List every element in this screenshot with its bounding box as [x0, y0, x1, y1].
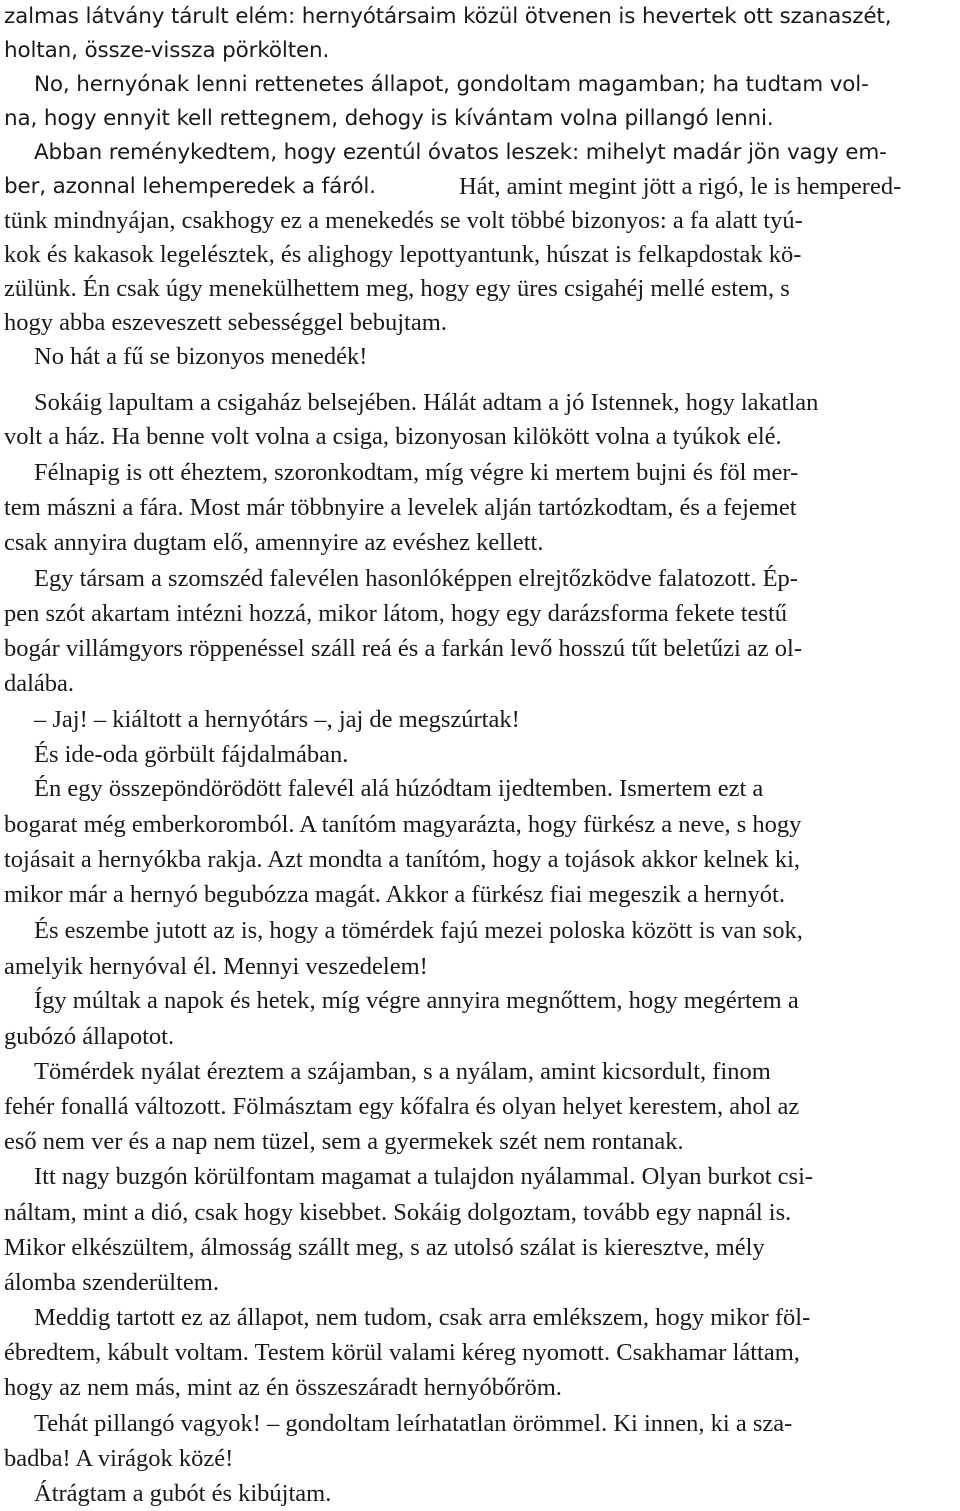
- text-line: – Jaj! – kiáltott a hernyótárs –, jaj de megszúrtak!: [34, 706, 520, 733]
- text-line: amelyik hernyóval él. Mennyi veszedelem!: [4, 953, 428, 980]
- text-line: Mikor elkészültem, álmosság szállt meg, s az utolsó szálat is kieresztve, mély: [4, 1234, 765, 1261]
- text-line: És eszembe jutott az is, hogy a tömérdek fajú mezei poloska között is van sok,: [34, 917, 803, 944]
- text-line: Itt nagy buzgón körülfontam magamat a tulajdon nyálammal. Olyan burkot csi-: [34, 1163, 814, 1190]
- text-line: No, hernyónak lenni rettenetes állapot, gondoltam magamban; ha tudtam vol-: [34, 72, 869, 97]
- text-line: zülünk. Én csak úgy menekülhettem meg, hogy egy üres csigahéj mellé estem, s: [4, 275, 790, 302]
- text-line: bogár villámgyors röppenéssel száll reá és a farkán levő hosszú tűt beletűzi az ol-: [4, 635, 803, 662]
- text-line: hogy abba eszeveszett sebességgel bebujtam.: [4, 309, 447, 336]
- text-line: holtan, össze-vissza pörkölten.: [4, 38, 330, 63]
- text-line: Sokáig lapultam a csigaház belsejében. Hálát adtam a jó Istennek, hogy lakatlan: [34, 389, 819, 416]
- text-line: Egy társam a szomszéd falevélen hasonlóképpen elrejtőzködve falatozott. Ép-: [34, 565, 798, 592]
- text-line: gubózó állapotot.: [4, 1023, 175, 1050]
- text-line: badba! A virágok közé!: [4, 1445, 234, 1472]
- text-line: hogy az nem más, mint az én összeszáradt hernyóbőröm.: [4, 1374, 562, 1401]
- text-line: Tömérdek nyálat éreztem a szájamban, s a nyálam, amint kicsordult, finom: [34, 1058, 771, 1085]
- text-line: Tehát pillangó vagyok! – gondoltam leírhatatlan örömmel. Ki innen, ki a sza-: [34, 1410, 793, 1437]
- text-line: csak annyira dugtam elő, amennyire az evéshez kellett.: [4, 529, 544, 556]
- text-line: ébredtem, kábult voltam. Testem körül valami kéreg nyomott. Csakhamar láttam,: [4, 1339, 800, 1366]
- text-line: No hát a fű se bizonyos menedék!: [34, 343, 368, 370]
- text-line: tem mászni a fára. Most már többnyire a levelek alján tartózkodtam, és a fejemet: [4, 494, 797, 521]
- text-line: na, hogy ennyit kell rettegnem, dehogy is kívántam volna pillangó lenni.: [4, 106, 774, 131]
- text-line: náltam, mint a dió, csak hogy kisebbet. Sokáig dolgoztam, tovább egy napnál is.: [4, 1199, 792, 1226]
- text-line: álomba szenderültem.: [4, 1269, 219, 1296]
- text-line: eső nem ver és a nap nem tüzel, sem a gyermekek szét nem rontanak.: [4, 1128, 684, 1155]
- text-line: Meddig tartott ez az állapot, nem tudom, csak arra emlékszem, hogy mikor föl-: [34, 1304, 811, 1331]
- text-line: Így múltak a napok és hetek, míg végre annyira megnőttem, hogy megértem a: [34, 987, 799, 1014]
- text-line: ber, azonnal lehemperedek a fáról.: [4, 174, 376, 199]
- text-line: tojásait a hernyókba rakja. Azt mondta a tanítóm, hogy a tojások akkor kelnek ki,: [4, 846, 801, 873]
- text-line-continuation: Hát, amint megint jött a rigó, le is hempered-: [459, 173, 902, 200]
- text-line: Átrágtam a gubót és kibújtam.: [34, 1480, 332, 1507]
- text-line: mikor már a hernyó begubózza magát. Akkor a fürkész fiai megeszik a hernyót.: [4, 881, 785, 908]
- text-line: bogarat még emberkoromból. A tanítóm magyarázta, hogy fürkész a neve, s hogy: [4, 811, 802, 838]
- text-line: tünk mindnyájan, csakhogy ez a menekedés se volt többé bizonyos: a fa alatt tyú-: [4, 207, 803, 234]
- text-line: volt a ház. Ha benne volt volna a csiga, bizonyosan kilökött volna a tyúkok elé.: [4, 423, 782, 450]
- text-line: fehér fonallá változott. Fölmásztam egy kőfalra és olyan helyet kerestem, ahol az: [4, 1093, 800, 1120]
- text-line: kok és kakasok legelésztek, és alighogy lepottyantunk, húszat is felkapdostak kö-: [4, 241, 802, 268]
- text-line: És ide-oda görbült fájdalmában.: [34, 741, 349, 768]
- text-line: dalába.: [4, 670, 75, 697]
- text-line: zalmas látvány tárult elém: hernyótársaim közül ötvenen is hevertek ott szanaszét,: [4, 4, 892, 29]
- text-line: pen szót akartam intézni hozzá, mikor látom, hogy egy darázsforma fekete testű: [4, 600, 788, 627]
- text-line: Abban reménykedtem, hogy ezentúl óvatos leszek: mihelyt madár jön vagy em-: [34, 140, 887, 165]
- text-line: Én egy összepöndörödött falevél alá húzódtam ijedtemben. Ismertem ezt a: [34, 775, 764, 802]
- text-line: Félnapig is ott éheztem, szoronkodtam, míg végre ki mertem bujni és föl mer-: [34, 459, 799, 486]
